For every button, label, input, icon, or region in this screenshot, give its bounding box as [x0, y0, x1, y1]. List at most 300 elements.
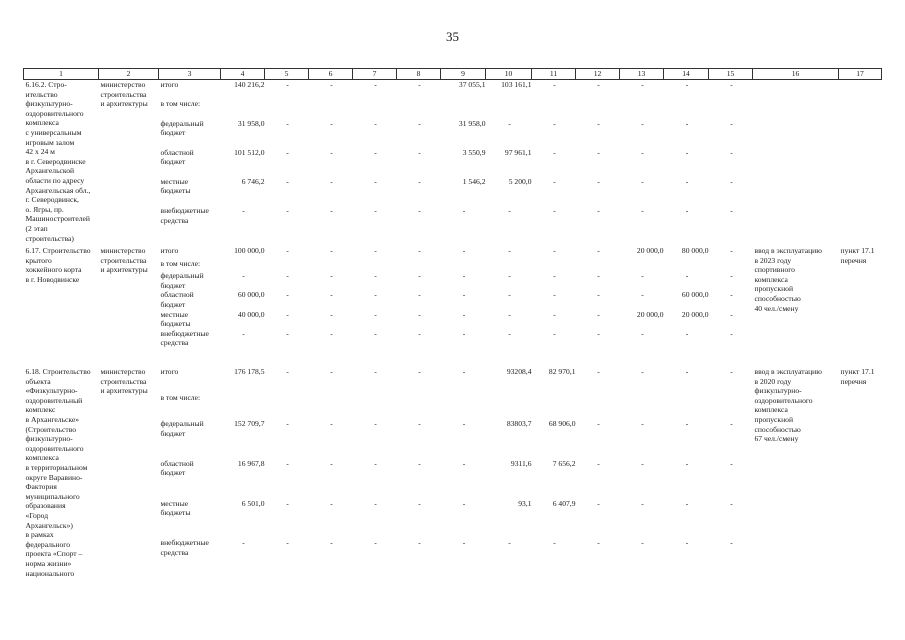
measure-name-line: г. Северодвинск, [25, 195, 79, 205]
funding-source-line: в том числе: [160, 393, 201, 403]
funding-source [159, 290, 221, 309]
value-cell-col14: 20 000,0 [681, 309, 709, 319]
value-cell-col11: - [553, 328, 556, 338]
value-cell-col8: - [418, 205, 421, 215]
responsible-executor-line: строительства [100, 376, 147, 386]
funding-source-line: бюджет [160, 300, 186, 310]
value-cell-col14 [664, 99, 709, 118]
value-cell-col5: - [286, 205, 289, 215]
value-cell-col4: 176 178,5 [234, 367, 265, 377]
value-cell-col6: - [330, 147, 333, 157]
value-cell-col9: - [462, 419, 466, 429]
value-cell-col9: - [462, 290, 466, 300]
value-cell-col8: - [418, 419, 421, 429]
value-cell-col14: - [685, 458, 689, 468]
value-cell-col10: 9311,6 [510, 458, 532, 468]
value-cell-col15: - [730, 118, 733, 128]
value-cell-col4 [221, 393, 265, 419]
column-header-4: 4 [221, 69, 265, 80]
value-cell-col4: 60 000,0 [237, 290, 265, 300]
measure-name-line: комплекс [25, 405, 56, 415]
value-cell-col14: - [685, 498, 689, 508]
list-reference-line: перечня [840, 255, 867, 265]
list-reference [839, 246, 882, 364]
responsible-executor [99, 246, 159, 364]
value-cell-col11: - [553, 176, 556, 186]
column-header-12: 12 [576, 69, 620, 80]
value-cell-col12: - [597, 367, 600, 377]
funding-source-line: в том числе: [160, 99, 201, 109]
value-cell-col4: 140 216,2 [234, 80, 265, 89]
value-cell-col15: - [730, 176, 733, 186]
value-cell-col9: - [462, 205, 466, 215]
value-cell-col13: 20 000,0 [636, 246, 664, 256]
value-cell-col5: - [286, 367, 289, 377]
measure-name-line: хоккейного корта [25, 265, 82, 275]
measure-name-line: 6.17. Строительство [25, 246, 91, 256]
value-cell-col10: - [508, 246, 511, 256]
value-cell-col12: - [597, 458, 600, 468]
measure-name-line: 6.16.2. Стро- [25, 80, 67, 89]
measure-name-line: Архангельская обл., [25, 185, 91, 195]
funding-source-line: федеральный [160, 118, 204, 128]
value-cell-col5: - [286, 538, 289, 548]
value-cell-col10: - [508, 118, 511, 128]
funding-source [159, 499, 221, 539]
value-cell-col5: - [286, 176, 289, 186]
value-cell-col12 [576, 393, 620, 419]
value-cell-col9: - [462, 538, 466, 548]
value-cell-col5: - [286, 80, 289, 89]
responsible-executor-line: строительства [100, 89, 147, 99]
expected-result [753, 80, 839, 244]
funding-source [159, 246, 221, 259]
value-cell-col10: - [508, 271, 511, 281]
value-cell-col9: 1 546,2 [462, 176, 486, 186]
funding-source-line: областной [160, 290, 194, 300]
value-cell-col9: - [462, 367, 466, 377]
value-cell-col7: - [374, 498, 377, 508]
funding-source-line: бюджеты [160, 508, 191, 518]
value-cell-col9: - [462, 498, 466, 508]
value-cell-col7 [353, 99, 397, 118]
measure-name-line: округе Варавино- [25, 472, 83, 482]
value-cell-col11: - [553, 271, 556, 281]
funding-source [159, 459, 221, 499]
funding-source [159, 80, 221, 100]
responsible-executor-line: и архитектуры [100, 265, 148, 275]
value-cell-col9 [441, 393, 486, 419]
expected-result-line: ввод в эксплуатацию [754, 367, 822, 377]
value-cell-col4: - [242, 328, 245, 338]
list-reference [839, 80, 882, 244]
measure-name-line: Архангельск») [25, 520, 73, 530]
value-cell-col5: - [286, 309, 289, 319]
value-cell-col5 [265, 259, 309, 272]
value-cell-col7: - [374, 246, 377, 256]
measure-name-line: «Город [25, 510, 49, 520]
expected-result-line: 40 чел./смену [754, 303, 799, 313]
value-cell-col4: - [242, 271, 245, 281]
funding-source [159, 119, 221, 148]
value-cell-col15: - [730, 498, 733, 508]
value-cell-col4: - [242, 205, 245, 215]
expected-result-line: в 2023 году [754, 255, 792, 265]
value-cell-col4 [221, 259, 265, 272]
value-cell-col9: - [462, 328, 466, 338]
value-cell-col9: - [462, 458, 466, 468]
value-cell-col5: - [286, 271, 289, 281]
funding-source-line: итого [160, 246, 179, 256]
measure-name-line: 42 х 24 м [25, 147, 55, 157]
value-cell-col7: - [374, 458, 377, 468]
measure-name-line: в территориальном [25, 462, 88, 472]
measure-name-line: Архангельской [25, 166, 75, 176]
value-cell-col12: - [597, 176, 600, 186]
table-header [24, 69, 882, 80]
measure-name-line: 6.18. Строительство [25, 367, 91, 377]
funding-source [159, 206, 221, 235]
expected-result [753, 246, 839, 364]
value-cell-col6: - [330, 328, 333, 338]
value-cell-col8: - [418, 271, 421, 281]
value-cell-col7: - [374, 80, 377, 89]
value-cell-col11: - [553, 246, 556, 256]
value-cell-col5: - [286, 147, 289, 157]
value-cell-col11 [532, 259, 576, 272]
responsible-executor-line: министерство [100, 367, 146, 377]
expected-result-line: 67 чел./смену [754, 434, 799, 444]
value-cell-col10: - [508, 309, 511, 319]
measure-name [24, 367, 99, 578]
value-cell-col12: - [597, 271, 600, 281]
value-cell-col8: - [418, 309, 421, 319]
value-cell-col9: 3 550,9 [462, 147, 486, 157]
measure-name-line: в г. Новодвинске [25, 274, 80, 284]
value-cell-col4 [221, 99, 265, 118]
measure-name-line: физкультурно- [25, 99, 73, 109]
value-cell-col13 [620, 99, 664, 118]
funding-source-line: бюджет [160, 280, 186, 290]
value-cell-col14: - [685, 176, 689, 186]
funding-source-line: бюджет [160, 157, 186, 167]
funding-source [159, 393, 221, 419]
responsible-executor-line: и архитектуры [100, 386, 148, 396]
value-cell-col6: - [330, 176, 333, 186]
value-cell-col4: 100 000,0 [234, 246, 265, 256]
value-cell-col15: - [730, 290, 733, 300]
value-cell-col8: - [418, 290, 421, 300]
funding-source-line: бюджет [160, 128, 186, 138]
value-cell-col15: - [730, 538, 733, 548]
measure-name-line: федерального [25, 539, 70, 549]
value-cell-col8: - [418, 118, 421, 128]
value-cell-col5: - [286, 290, 289, 300]
table-row [24, 246, 882, 259]
expected-result-line: спортивного [754, 265, 795, 275]
value-cell-col14: - [685, 147, 689, 157]
value-cell-col10: 103 161,1 [501, 80, 532, 89]
value-cell-col12: - [597, 80, 600, 89]
value-cell-col13: - [641, 176, 644, 186]
value-cell-col11 [532, 99, 576, 118]
value-cell-col11: - [553, 538, 556, 548]
value-cell-col6: - [330, 205, 333, 215]
column-header-11: 11 [532, 69, 576, 80]
value-cell-col14: 80 000,0 [681, 246, 709, 256]
value-cell-col14 [664, 393, 709, 419]
value-cell-col10: 83803,7 [506, 419, 532, 429]
value-cell-col11: - [553, 147, 556, 157]
value-cell-col4: 101 512,0 [234, 147, 265, 157]
responsible-executor [99, 80, 159, 244]
value-cell-col13: - [641, 147, 644, 157]
value-cell-col5 [265, 393, 309, 419]
value-cell-col7 [353, 259, 397, 272]
value-cell-col11: - [553, 80, 556, 89]
measure-name-line: комплекса [25, 453, 59, 463]
value-cell-col14: - [685, 205, 689, 215]
value-cell-col10: 93,1 [518, 498, 532, 508]
value-cell-col8: - [418, 498, 421, 508]
value-cell-col5: - [286, 498, 289, 508]
column-header-17: 17 [839, 69, 882, 80]
value-cell-col13: - [641, 458, 644, 468]
value-cell-col6: - [330, 367, 333, 377]
funding-source-line: внебюджетные [160, 538, 209, 548]
funding-source-line: средства [160, 338, 189, 348]
value-cell-col7: - [374, 147, 377, 157]
measure-name-line: крытого [25, 255, 52, 265]
expected-result-line: способностью [754, 424, 801, 434]
value-cell-col8: - [418, 458, 421, 468]
value-cell-col10: 93208,4 [506, 367, 532, 377]
value-cell-col13: - [641, 419, 644, 429]
column-header-8: 8 [397, 69, 441, 80]
measure-name-line: Машиностроителей [25, 214, 90, 224]
value-cell-col15: - [730, 147, 733, 157]
value-cell-col14: - [685, 538, 689, 548]
list-reference [839, 367, 882, 578]
value-cell-col8 [397, 259, 441, 272]
value-cell-col8: - [418, 80, 421, 89]
value-cell-col10: - [508, 328, 511, 338]
value-cell-col4: 152 709,7 [234, 419, 265, 429]
column-header-7: 7 [353, 69, 397, 80]
funding-source-line: областной [160, 147, 194, 157]
value-cell-col12: - [597, 498, 600, 508]
funding-source-line: бюджеты [160, 319, 191, 329]
value-cell-col5: - [286, 328, 289, 338]
funding-source [159, 419, 221, 459]
measure-name-line: Фактория [25, 482, 57, 492]
value-cell-col8: - [418, 246, 421, 256]
measure-name-line: комплекса [25, 118, 59, 128]
value-cell-col15 [709, 393, 753, 419]
value-cell-col10 [486, 259, 532, 272]
measure-name-line: в г. Северодвинске [25, 156, 86, 166]
value-cell-col14: - [685, 118, 689, 128]
value-cell-col11: - [553, 205, 556, 215]
list-reference-line: перечня [840, 376, 867, 386]
measure-name-line: норма жизни» [25, 558, 72, 568]
measure-name [24, 80, 99, 244]
value-cell-col15: - [730, 309, 733, 319]
responsible-executor-line: министерство [100, 246, 146, 256]
column-header-10: 10 [486, 69, 532, 80]
funding-source-line: средства [160, 547, 189, 557]
measure-name-line: национального [25, 568, 75, 578]
expected-result [753, 367, 839, 578]
value-cell-col14: - [685, 271, 689, 281]
value-cell-col9: - [462, 309, 466, 319]
value-cell-col13: - [641, 118, 644, 128]
value-cell-col12: - [597, 328, 600, 338]
funding-source-line: бюджеты [160, 186, 191, 196]
value-cell-col4: 6 746,2 [241, 176, 265, 186]
measure-name-line: оздоровительного [25, 443, 84, 453]
measure-name-line: о. Ягры, пр. [25, 204, 64, 214]
value-cell-col13: - [641, 271, 644, 281]
funding-source-line: бюджет [160, 468, 186, 478]
expected-result-line: ввод в эксплуатацию [754, 246, 822, 256]
value-cell-col5: - [286, 458, 289, 468]
measure-name-line: оздоровительный [25, 395, 83, 405]
expected-result-line: комплекса [754, 405, 788, 415]
funding-source-line: местные [160, 176, 189, 186]
value-cell-col7: - [374, 328, 377, 338]
value-cell-col14 [664, 259, 709, 272]
value-cell-col15: - [730, 271, 733, 281]
value-cell-col4: 31 958,0 [237, 118, 265, 128]
value-cell-col5: - [286, 246, 289, 256]
value-cell-col7: - [374, 271, 377, 281]
table-row [24, 80, 882, 100]
value-cell-col12: - [597, 309, 600, 319]
value-cell-col6: - [330, 80, 333, 89]
measure-name [24, 246, 99, 364]
expected-result-line: в 2020 году [754, 376, 792, 386]
list-reference-line: пункт 17.1 [840, 367, 875, 377]
value-cell-col15: - [730, 246, 733, 256]
value-cell-col4: 40 000,0 [237, 309, 265, 319]
funding-source [159, 148, 221, 177]
value-cell-col7: - [374, 290, 377, 300]
value-cell-col10: - [508, 538, 511, 548]
value-cell-col9 [441, 99, 486, 118]
funding-source-line: федеральный [160, 419, 204, 429]
value-cell-col8: - [418, 367, 421, 377]
value-cell-col12: - [597, 205, 600, 215]
value-cell-col11 [532, 393, 576, 419]
funding-source-line: местные [160, 309, 189, 319]
value-cell-col8: - [418, 176, 421, 186]
funding-source-line: федеральный [160, 271, 204, 281]
column-header-13: 13 [620, 69, 664, 80]
measure-name-line: (2 этап [25, 223, 48, 233]
value-cell-col6: - [330, 309, 333, 319]
measure-name-line: в Архангельске» [25, 415, 80, 424]
value-cell-col5: - [286, 118, 289, 128]
value-cell-col11: 82 970,1 [548, 367, 576, 377]
value-cell-col6 [309, 259, 353, 272]
value-cell-col4: 16 967,8 [237, 458, 265, 468]
expected-result-line: пропускной [754, 415, 794, 424]
value-cell-col12 [576, 259, 620, 272]
value-cell-col15: - [730, 367, 733, 377]
funding-source-line: итого [160, 367, 179, 377]
value-cell-col14: - [685, 367, 689, 377]
measure-name-line: с универсальным [25, 127, 82, 137]
funding-source-line: внебюджетные [160, 328, 209, 338]
value-cell-col12: - [597, 118, 600, 128]
value-cell-col7: - [374, 538, 377, 548]
measure-name-line: в рамках [25, 530, 54, 540]
value-cell-col15: - [730, 328, 733, 338]
funding-source-line: областной [160, 458, 194, 468]
value-cell-col11: 7 656,2 [552, 458, 576, 468]
value-cell-col13: - [641, 80, 644, 89]
measure-name-line: игровым залом [25, 137, 75, 147]
responsible-executor [99, 367, 159, 578]
value-cell-col10: - [508, 290, 511, 300]
value-cell-col15: - [730, 458, 733, 468]
value-cell-col14: - [685, 328, 689, 338]
value-cell-col9: - [462, 246, 466, 256]
value-cell-col12: - [597, 290, 600, 300]
value-cell-col8 [397, 99, 441, 118]
funding-source [159, 271, 221, 290]
measure-name-line: оздоровительного [25, 108, 84, 118]
measure-name-line: проекта «Спорт – [25, 549, 83, 559]
value-cell-col6: - [330, 118, 333, 128]
measure-name-line: строительства) [25, 233, 74, 243]
value-cell-col5 [265, 99, 309, 118]
value-cell-col5: - [286, 419, 289, 429]
value-cell-col10: 97 961,1 [504, 147, 532, 157]
column-header-5: 5 [265, 69, 309, 80]
measure-name-line: области по адресу [25, 175, 85, 185]
responsible-executor-line: и архитектуры [100, 99, 148, 109]
table-body [24, 80, 882, 579]
expected-result-line: комплекса [754, 274, 788, 284]
value-cell-col11: - [553, 309, 556, 319]
column-header-16: 16 [753, 69, 839, 80]
value-cell-col13: 20 000,0 [636, 309, 664, 319]
value-cell-col7: - [374, 205, 377, 215]
funding-source-line: внебюджетные [160, 205, 209, 215]
value-cell-col6: - [330, 290, 333, 300]
funding-source-line: бюджет [160, 428, 186, 438]
measure-name-line: образования [25, 501, 66, 511]
value-cell-col8: - [418, 538, 421, 548]
column-header-14: 14 [664, 69, 709, 80]
funding-source [159, 259, 221, 272]
value-cell-col13 [620, 259, 664, 272]
measure-name-line: (Строительство [25, 424, 77, 434]
value-cell-col8: - [418, 328, 421, 338]
expected-result-line: способностью [754, 294, 801, 304]
value-cell-col7: - [374, 419, 377, 429]
value-cell-col11: - [553, 290, 556, 300]
value-cell-col7: - [374, 367, 377, 377]
funding-source-line: местные [160, 498, 189, 508]
value-cell-col11: - [553, 118, 556, 128]
value-cell-col13: - [641, 290, 644, 300]
value-cell-col9: 31 958,0 [458, 118, 486, 128]
column-header-2: 2 [99, 69, 159, 80]
budget-table [23, 68, 882, 578]
